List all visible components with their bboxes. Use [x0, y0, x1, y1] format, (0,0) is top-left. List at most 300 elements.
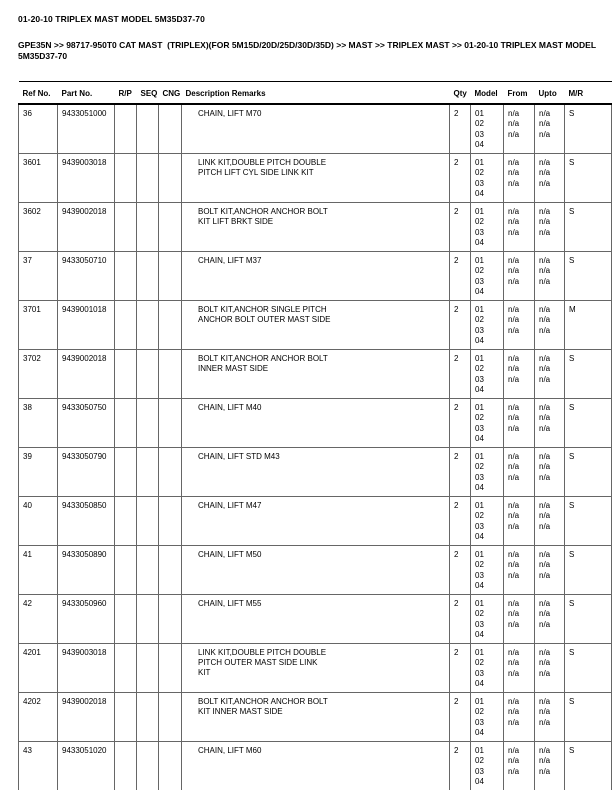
table-row	[19, 741, 612, 790]
model-cell-line: 04	[475, 728, 484, 737]
ref-no-cell: 4201	[19, 643, 58, 692]
part-no-cell: 9439002018	[58, 202, 115, 251]
from-cell	[504, 594, 535, 643]
seq-cell	[137, 153, 159, 202]
from-cell-line: n/a	[508, 647, 520, 657]
upto-cell-line: n/a	[539, 549, 551, 559]
column-header-upto: Upto	[535, 82, 565, 104]
model-cell-line: 01	[475, 647, 484, 657]
part-no-cell: 9433050960	[58, 594, 115, 643]
model-cell-line: 04	[475, 483, 484, 492]
ref-no-cell: 3602	[19, 202, 58, 251]
upto-cell	[535, 692, 565, 741]
model-cell-line: 04	[475, 189, 484, 198]
upto-cell-line: n/a	[539, 717, 551, 727]
from-cell-line: n/a	[508, 717, 520, 727]
seq-cell	[137, 692, 159, 741]
upto-cell-line: n/a	[539, 511, 551, 520]
mr-cell: S	[565, 741, 612, 790]
upto-cell-line: n/a	[539, 707, 551, 716]
from-cell-line: n/a	[508, 119, 520, 128]
seq-cell	[137, 643, 159, 692]
from-cell-line: n/a	[508, 423, 520, 433]
table-row	[19, 545, 612, 594]
model-cell-line: 01	[475, 353, 484, 363]
qty-cell: 2	[450, 643, 471, 692]
description-cell-line: CHAIN, LIFT M60	[198, 745, 262, 755]
upto-cell	[535, 594, 565, 643]
description-cell-line: CHAIN, LIFT M55	[198, 598, 262, 608]
model-cell-line: 03	[475, 374, 484, 384]
model-cell-line: 01	[475, 108, 484, 118]
table-header-row	[19, 82, 612, 104]
from-cell-line: n/a	[508, 315, 520, 324]
upto-cell-line: n/a	[539, 647, 551, 657]
description-cell	[182, 251, 450, 300]
mr-cell: S	[565, 692, 612, 741]
mr-cell: S	[565, 545, 612, 594]
model-cell	[471, 545, 504, 594]
from-cell-line: n/a	[508, 255, 520, 265]
from-cell	[504, 202, 535, 251]
from-cell	[504, 643, 535, 692]
ref-no-cell: 3702	[19, 349, 58, 398]
qty-cell: 2	[450, 594, 471, 643]
rp-cell	[115, 741, 137, 790]
upto-cell-line: n/a	[539, 206, 551, 216]
upto-cell-line: n/a	[539, 560, 551, 569]
model-cell-line: 01	[475, 598, 484, 608]
from-cell-line: n/a	[508, 598, 520, 608]
from-cell-line: n/a	[508, 402, 520, 412]
cng-cell	[159, 447, 182, 496]
description-cell-line: BOLT KIT,ANCHOR SINGLE PITCH	[198, 304, 327, 314]
from-cell	[504, 300, 535, 349]
description-cell	[182, 692, 450, 741]
description-cell	[182, 202, 450, 251]
upto-cell-line: n/a	[539, 521, 551, 531]
table-row	[19, 104, 612, 154]
mr-cell: S	[565, 398, 612, 447]
description-cell-line: LINK KIT,DOUBLE PITCH DOUBLE	[198, 647, 327, 657]
from-cell	[504, 692, 535, 741]
rp-cell	[115, 398, 137, 447]
from-cell	[504, 153, 535, 202]
model-cell-line: 03	[475, 178, 484, 188]
part-no-cell: 9439002018	[58, 692, 115, 741]
description-cell-line: CHAIN, LIFT STD M43	[198, 451, 280, 461]
from-cell-line: n/a	[508, 619, 520, 629]
column-header-part-no: Part No.	[58, 82, 115, 104]
parts-table-body	[19, 104, 612, 790]
model-cell-line: 04	[475, 777, 484, 786]
description-cell-line: PITCH OUTER MAST SIDE LINK	[198, 657, 318, 667]
cng-cell	[159, 398, 182, 447]
from-cell-line: n/a	[508, 364, 520, 373]
model-cell-line: 03	[475, 129, 484, 139]
upto-cell-line: n/a	[539, 696, 551, 706]
model-cell-line: 02	[475, 511, 484, 520]
model-cell	[471, 692, 504, 741]
upto-cell-line: n/a	[539, 598, 551, 608]
from-cell-line: n/a	[508, 570, 520, 580]
from-cell	[504, 545, 535, 594]
upto-cell-line: n/a	[539, 178, 551, 188]
description-cell-line: LINK KIT,DOUBLE PITCH DOUBLE	[198, 157, 327, 167]
part-no-cell: 9433050750	[58, 398, 115, 447]
description-cell-line: BOLT KIT,ANCHOR ANCHOR BOLT	[198, 353, 328, 363]
from-cell-line: n/a	[508, 668, 520, 678]
rp-cell	[115, 349, 137, 398]
table-row	[19, 153, 612, 202]
from-cell-line: n/a	[508, 108, 520, 118]
upto-cell	[535, 447, 565, 496]
from-cell	[504, 104, 535, 154]
upto-cell-line: n/a	[539, 756, 551, 765]
table-row	[19, 251, 612, 300]
ref-no-cell: 40	[19, 496, 58, 545]
seq-cell	[137, 202, 159, 251]
from-cell-line: n/a	[508, 304, 520, 314]
model-cell-line: 02	[475, 462, 484, 471]
model-cell-line: 03	[475, 423, 484, 433]
part-no-cell: 9439003018	[58, 643, 115, 692]
upto-cell-line: n/a	[539, 304, 551, 314]
ref-no-cell: 37	[19, 251, 58, 300]
qty-cell: 2	[450, 447, 471, 496]
seq-cell	[137, 496, 159, 545]
model-cell-line: 04	[475, 532, 484, 541]
model-cell-line: 01	[475, 451, 484, 461]
description-cell	[182, 153, 450, 202]
upto-cell-line: n/a	[539, 745, 551, 755]
seq-cell	[137, 251, 159, 300]
from-cell	[504, 251, 535, 300]
description-cell-line: CHAIN, LIFT M47	[198, 500, 262, 510]
upto-cell-line: n/a	[539, 325, 551, 335]
upto-cell-line: n/a	[539, 766, 551, 776]
table-row	[19, 496, 612, 545]
model-cell-line: 03	[475, 325, 484, 335]
cng-cell	[159, 692, 182, 741]
column-header-qty: Qty	[450, 82, 471, 104]
upto-cell	[535, 202, 565, 251]
upto-cell-line: n/a	[539, 413, 551, 422]
cng-cell	[159, 300, 182, 349]
ref-no-cell: 43	[19, 741, 58, 790]
description-cell	[182, 594, 450, 643]
upto-cell-line: n/a	[539, 227, 551, 237]
table-row	[19, 349, 612, 398]
cng-cell	[159, 741, 182, 790]
table-row	[19, 594, 612, 643]
from-cell	[504, 398, 535, 447]
from-cell-line: n/a	[508, 766, 520, 776]
from-cell-line: n/a	[508, 745, 520, 755]
description-cell-line: KIT INNER MAST SIDE	[198, 706, 283, 716]
model-cell	[471, 447, 504, 496]
cng-cell	[159, 104, 182, 154]
cng-cell	[159, 643, 182, 692]
model-cell-line: 03	[475, 766, 484, 776]
from-cell-line: n/a	[508, 658, 520, 667]
column-header-ref-no: Ref No.	[19, 82, 58, 104]
description-cell	[182, 496, 450, 545]
seq-cell	[137, 447, 159, 496]
upto-cell-line: n/a	[539, 364, 551, 373]
upto-cell	[535, 153, 565, 202]
upto-cell	[535, 496, 565, 545]
table-row	[19, 643, 612, 692]
cng-cell	[159, 545, 182, 594]
model-cell-line: 03	[475, 619, 484, 629]
qty-cell: 2	[450, 300, 471, 349]
model-cell-line: 02	[475, 707, 484, 716]
model-cell	[471, 104, 504, 154]
description-cell	[182, 545, 450, 594]
from-cell-line: n/a	[508, 560, 520, 569]
seq-cell	[137, 398, 159, 447]
from-cell-line: n/a	[508, 413, 520, 422]
from-cell	[504, 496, 535, 545]
from-cell-line: n/a	[508, 549, 520, 559]
from-cell-line: n/a	[508, 178, 520, 188]
model-cell-line: 02	[475, 119, 484, 128]
upto-cell-line: n/a	[539, 668, 551, 678]
table-row	[19, 202, 612, 251]
model-cell-line: 03	[475, 668, 484, 678]
description-cell-line: ANCHOR BOLT OUTER MAST SIDE	[198, 314, 331, 324]
part-no-cell: 9433050710	[58, 251, 115, 300]
column-header-r-p: R/P	[115, 82, 137, 104]
model-cell-line: 04	[475, 434, 484, 443]
from-cell-line: n/a	[508, 609, 520, 618]
model-cell-line: 01	[475, 157, 484, 167]
from-cell-line: n/a	[508, 129, 520, 139]
qty-cell: 2	[450, 741, 471, 790]
from-cell-line: n/a	[508, 217, 520, 226]
column-header-m-r: M/R	[565, 82, 612, 104]
description-cell-line: CHAIN, LIFT M40	[198, 402, 262, 412]
model-cell-line: 04	[475, 581, 484, 590]
upto-cell-line: n/a	[539, 402, 551, 412]
upto-cell-line: n/a	[539, 374, 551, 384]
model-cell-line: 04	[475, 140, 484, 149]
cng-cell	[159, 349, 182, 398]
cng-cell	[159, 496, 182, 545]
qty-cell: 2	[450, 545, 471, 594]
from-cell-line: n/a	[508, 521, 520, 531]
model-cell	[471, 643, 504, 692]
description-cell-line: KIT	[198, 667, 211, 677]
model-cell	[471, 202, 504, 251]
rp-cell	[115, 202, 137, 251]
upto-cell-line: n/a	[539, 129, 551, 139]
table-row	[19, 692, 612, 741]
description-cell-line: CHAIN, LIFT M50	[198, 549, 262, 559]
rp-cell	[115, 251, 137, 300]
qty-cell: 2	[450, 398, 471, 447]
upto-cell	[535, 398, 565, 447]
model-cell-line: 03	[475, 521, 484, 531]
part-no-cell: 9439003018	[58, 153, 115, 202]
mr-cell: S	[565, 349, 612, 398]
upto-cell-line: n/a	[539, 570, 551, 580]
model-cell	[471, 496, 504, 545]
seq-cell	[137, 104, 159, 154]
from-cell-line: n/a	[508, 451, 520, 461]
mr-cell: S	[565, 594, 612, 643]
breadcrumb: GPE35N >> 98717-950T0 CAT MAST (TRIPLEX)(FOR 5M15D/20D/25D/30D/35D) >> MAST >> TRIPLEX MAST >> 01-20-10 TRIPLEX MAST MODEL 5M35D37-70	[18, 40, 599, 61]
parts-table	[18, 81, 612, 790]
model-cell-line: 03	[475, 472, 484, 482]
upto-cell	[535, 349, 565, 398]
model-cell	[471, 594, 504, 643]
column-header-model: Model	[471, 82, 504, 104]
qty-cell: 2	[450, 496, 471, 545]
from-cell	[504, 349, 535, 398]
from-cell-line: n/a	[508, 325, 520, 335]
upto-cell-line: n/a	[539, 423, 551, 433]
description-cell	[182, 104, 450, 154]
mr-cell: M	[565, 300, 612, 349]
upto-cell-line: n/a	[539, 157, 551, 167]
ref-no-cell: 42	[19, 594, 58, 643]
part-no-cell: 9433050850	[58, 496, 115, 545]
cng-cell	[159, 594, 182, 643]
upto-cell-line: n/a	[539, 315, 551, 324]
model-cell-line: 01	[475, 549, 484, 559]
upto-cell	[535, 741, 565, 790]
upto-cell-line: n/a	[539, 119, 551, 128]
ref-no-cell: 39	[19, 447, 58, 496]
part-no-cell: 9439001018	[58, 300, 115, 349]
upto-cell-line: n/a	[539, 276, 551, 286]
model-cell	[471, 398, 504, 447]
description-cell	[182, 447, 450, 496]
rp-cell	[115, 545, 137, 594]
rp-cell	[115, 447, 137, 496]
model-cell-line: 02	[475, 658, 484, 667]
rp-cell	[115, 643, 137, 692]
qty-cell: 2	[450, 104, 471, 154]
from-cell-line: n/a	[508, 500, 520, 510]
from-cell-line: n/a	[508, 511, 520, 520]
upto-cell-line: n/a	[539, 609, 551, 618]
from-cell-line: n/a	[508, 266, 520, 275]
model-cell-line: 04	[475, 287, 484, 296]
upto-cell	[535, 643, 565, 692]
mr-cell: S	[565, 153, 612, 202]
ref-no-cell: 3701	[19, 300, 58, 349]
from-cell-line: n/a	[508, 168, 520, 177]
model-cell-line: 01	[475, 500, 484, 510]
column-header-seq: SEQ	[137, 82, 159, 104]
from-cell-line: n/a	[508, 472, 520, 482]
part-no-cell: 9433050790	[58, 447, 115, 496]
description-cell-line: CHAIN, LIFT M37	[198, 255, 262, 265]
from-cell	[504, 447, 535, 496]
from-cell-line: n/a	[508, 756, 520, 765]
ref-no-cell: 38	[19, 398, 58, 447]
cng-cell	[159, 153, 182, 202]
upto-cell-line: n/a	[539, 658, 551, 667]
rp-cell	[115, 594, 137, 643]
upto-cell-line: n/a	[539, 619, 551, 629]
model-cell-line: 01	[475, 745, 484, 755]
from-cell-line: n/a	[508, 707, 520, 716]
model-cell-line: 04	[475, 679, 484, 688]
model-cell-line: 03	[475, 227, 484, 237]
column-header-from: From	[504, 82, 535, 104]
upto-cell-line: n/a	[539, 217, 551, 226]
rp-cell	[115, 104, 137, 154]
upto-cell	[535, 300, 565, 349]
model-cell-line: 04	[475, 630, 484, 639]
mr-cell: S	[565, 202, 612, 251]
seq-cell	[137, 349, 159, 398]
from-cell-line: n/a	[508, 696, 520, 706]
from-cell	[504, 741, 535, 790]
from-cell-line: n/a	[508, 227, 520, 237]
model-cell-line: 02	[475, 756, 484, 765]
upto-cell-line: n/a	[539, 266, 551, 275]
model-cell	[471, 153, 504, 202]
description-cell	[182, 349, 450, 398]
mr-cell: S	[565, 251, 612, 300]
model-cell-line: 01	[475, 304, 484, 314]
description-cell	[182, 643, 450, 692]
seq-cell	[137, 300, 159, 349]
part-no-cell: 9433051000	[58, 104, 115, 154]
from-cell-line: n/a	[508, 374, 520, 384]
qty-cell: 2	[450, 251, 471, 300]
mr-cell: S	[565, 643, 612, 692]
model-cell-line: 02	[475, 609, 484, 618]
model-cell-line: 01	[475, 206, 484, 216]
upto-cell-line: n/a	[539, 353, 551, 363]
model-cell-line: 02	[475, 413, 484, 422]
page-title: 01-20-10 TRIPLEX MAST MODEL 5M35D37-70	[18, 14, 205, 24]
upto-cell	[535, 251, 565, 300]
model-cell-line: 03	[475, 570, 484, 580]
description-cell-line: INNER MAST SIDE	[198, 363, 269, 373]
part-no-cell: 9433050890	[58, 545, 115, 594]
model-cell-line: 03	[475, 276, 484, 286]
upto-cell-line: n/a	[539, 255, 551, 265]
qty-cell: 2	[450, 692, 471, 741]
cng-cell	[159, 251, 182, 300]
qty-cell: 2	[450, 153, 471, 202]
ref-no-cell: 3601	[19, 153, 58, 202]
table-row	[19, 300, 612, 349]
model-cell	[471, 741, 504, 790]
qty-cell: 2	[450, 202, 471, 251]
ref-no-cell: 36	[19, 104, 58, 154]
seq-cell	[137, 545, 159, 594]
model-cell-line: 02	[475, 217, 484, 226]
model-cell	[471, 300, 504, 349]
upto-cell	[535, 104, 565, 154]
model-cell-line: 02	[475, 315, 484, 324]
model-cell-line: 01	[475, 255, 484, 265]
model-cell-line: 01	[475, 696, 484, 706]
cng-cell	[159, 202, 182, 251]
upto-cell-line: n/a	[539, 451, 551, 461]
column-header-cng: CNG	[159, 82, 182, 104]
mr-cell: S	[565, 104, 612, 154]
model-cell-line: 04	[475, 385, 484, 394]
